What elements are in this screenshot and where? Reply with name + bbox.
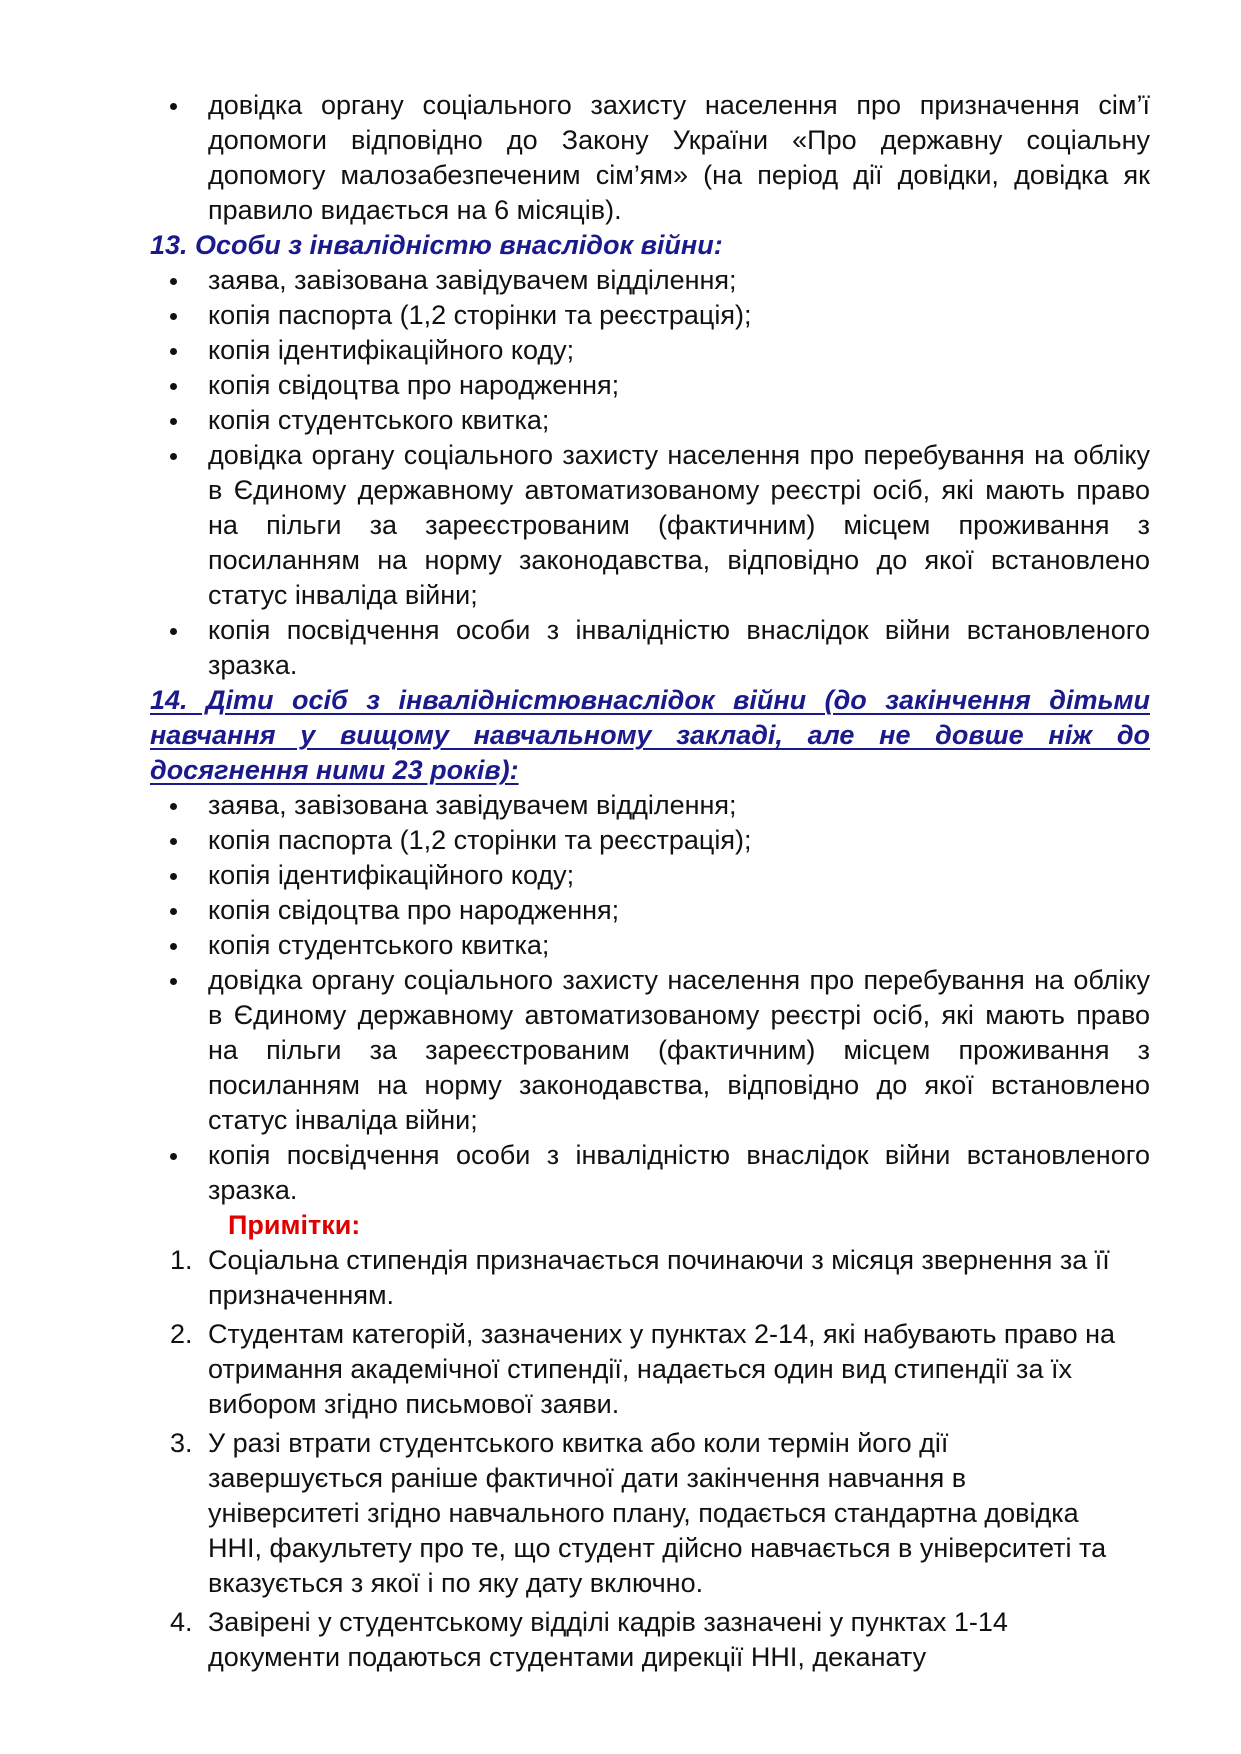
note-item [150,1243,1150,1313]
note-number: 3. [170,1428,193,1458]
notes-list [150,1243,1150,1675]
note-item [150,1317,1150,1422]
note-item [150,1426,1150,1601]
note-text: Студентам категорій, зазначених у пунктах 2-14, які набувають право на отримання академічної стипендії, надається один вид стипендії за їх вибором згідно письмової заяви. [208,1319,1116,1419]
list-item: копія студентського квитка; [150,403,1150,438]
list-item: довідка органу соціального захисту населення про перебування на обліку в Єдиному державному автоматизованому реєстрі осіб, які мають право на пільги за зареєстрованим (фактичним) місцем проживання з посиланням на норму законодавства, відповідно до якої встановлено статус інваліда війни; [150,963,1150,1138]
bullet-icon [170,908,177,915]
section-13-title: 13. Особи з інвалідністю внаслідок війни: [150,230,723,260]
bullet-icon [170,803,177,810]
bullet-icon [170,838,177,845]
bullet-icon [170,348,177,355]
note-text: Соціальна стипендія призначається починаючи з місяця звернення за її призначенням. [208,1245,1110,1310]
note-text: Завірені у студентському відділі кадрів зазначені у пунктах 1-14 документи подаються студентами дирекції ННІ, деканату [208,1607,1008,1672]
note-item [150,1605,1150,1675]
list-item: копія ідентифікаційного коду; [150,858,1150,893]
list-item: копія свідоцтва про народження; [150,368,1150,403]
bullet-icon [170,278,177,285]
bullet-icon [170,103,177,110]
section-14-title: 14. Діти осіб з інвалідністювнаслідок війни (до закінчення дітьми навчання у вищому навчальному закладі, але не довше ніж до досягнення ними 23 років): [150,685,1150,785]
bullet-icon [170,418,177,425]
bullet-icon [170,383,177,390]
list-item: копія студентського квитка; [150,928,1150,963]
section-14-list [150,788,1150,1208]
note-number: 1. [170,1245,193,1275]
note-text: У разі втрати студентського квитка або коли термін його дії завершується раніше фактичної дати закінчення навчання в університеті згідно навчального плану, подається стандартна довідка ННІ, факультету про те, що студент дійсно навчається в університеті та вказується з якої і по яку дату включно. [208,1428,1107,1598]
bullet-icon [170,453,177,460]
list-item: заява, завізована завідувачем відділення; [150,788,1150,823]
list-item: довідка органу соціального захисту населення про призначення сім’ї допомоги відповідно до Закону України «Про державну соціальну допомогу малозабезпеченим сім’ям» (на період дії довідки, довідка як правило видається на 6 місяців). [150,88,1150,228]
list-item: копія посвідчення особи з інвалідністю внаслідок війни встановленого зразка. [150,613,1150,683]
list-item: копія посвідчення особи з інвалідністю внаслідок війни встановленого зразка. [150,1138,1150,1208]
section-13-list [150,263,1150,683]
bullet-icon [170,978,177,985]
list-item: довідка органу соціального захисту населення про перебування на обліку в Єдиному державному автоматизованому реєстрі осіб, які мають право на пільги за зареєстрованим (фактичним) місцем проживання з посиланням на норму законодавства, відповідно до якої встановлено статус інваліда війни; [150,438,1150,613]
intro-bullet-list [150,88,1150,228]
note-number: 4. [170,1607,193,1637]
note-number: 2. [170,1319,193,1349]
list-item: копія паспорта (1,2 сторінки та реєстрація); [150,298,1150,333]
bullet-icon [170,1153,177,1160]
list-item: копія свідоцтва про народження; [150,893,1150,928]
notes-title: Примітки: [228,1210,361,1240]
bullet-icon [170,943,177,950]
list-item: копія паспорта (1,2 сторінки та реєстрація); [150,823,1150,858]
bullet-icon [170,313,177,320]
page-content [150,88,1150,1679]
list-item: копія ідентифікаційного коду; [150,333,1150,368]
bullet-icon [170,873,177,880]
bullet-icon [170,628,177,635]
list-item: заява, завізована завідувачем відділення; [150,263,1150,298]
